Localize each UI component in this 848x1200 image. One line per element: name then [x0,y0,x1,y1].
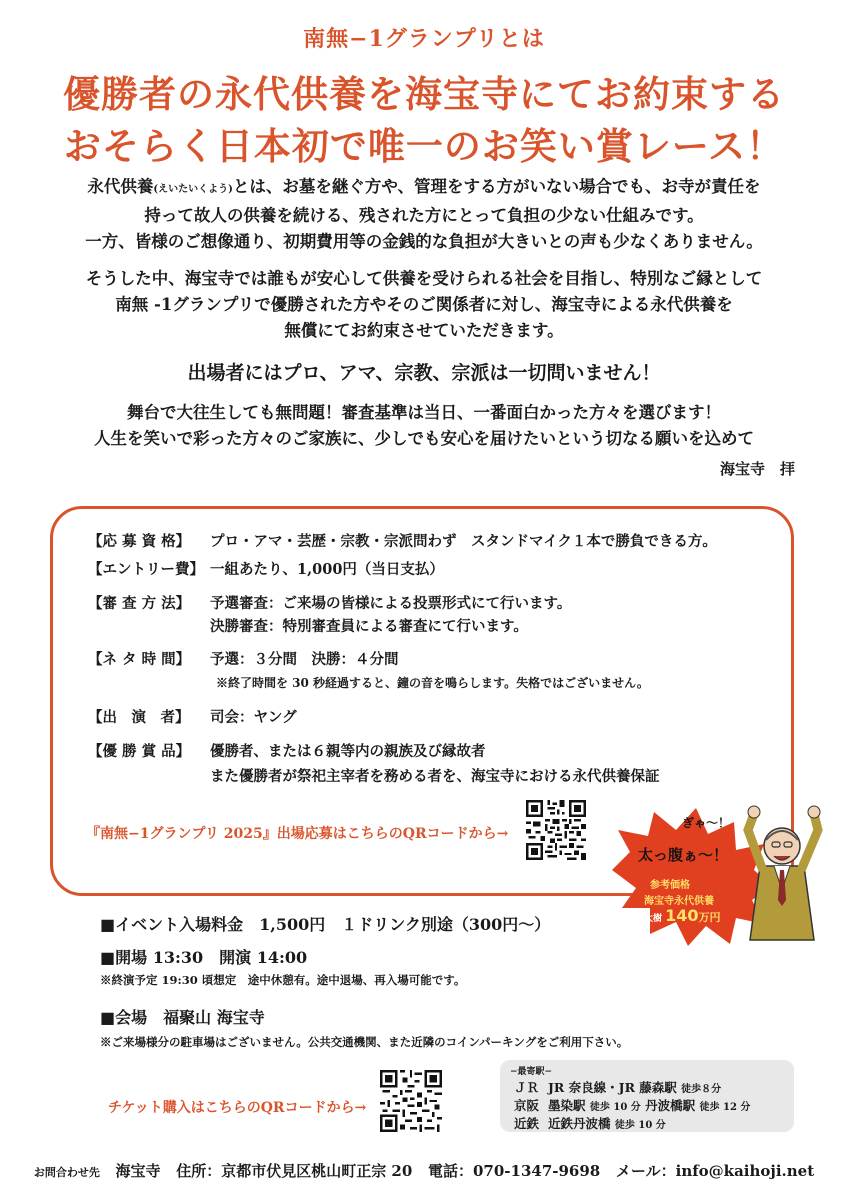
contact-phone[interactable]: 電話：070-1347-9698 [427,1162,601,1180]
intro-paragraph [0,174,848,255]
page-subtitle: 南無−1グランプリとは [303,26,545,52]
contact-name: 海宝寺 [115,1162,161,1180]
badge-ref-label-2: 海宝寺永代供養 [644,896,714,907]
intro2-line-3: 無償にてお約束させていただきます。 [284,321,564,340]
contact-address: 住所：京都市伏見区桃山町正宗 20 [176,1162,413,1180]
intro2-line-2: 南無 -1グランプリで優勝された方やそのご関係者に対し、海宝寺による永代供養を [115,295,733,314]
badge-shout-2: 太っ腹ぁ〜！ [638,846,729,864]
detail-entry-fee: 【エントリー費】 一組あたり、1,000円（当日支払） [88,561,444,578]
detail-prize: 【優 勝 賞 品】 優勝者、または６親等内の親族及び縁故者 [88,743,486,760]
event-time-note: ※終演予定 19:30 頃想定 途中休憩有。途中退場、再入場可能です。 [100,973,466,987]
detail-time-note: ※終了時間を 30 秒経過すると、鐘の音を鳴らします。失格ではございません。 [216,676,649,690]
closing-line-2: 人生を笑いで彩った方々のご家族に、少しでも安心を届けたいという切なる願いを込めて [94,429,754,448]
station-row: 近鉄 近鉄丹波橋 徒歩 10 分 [514,1116,666,1131]
intro2-line-1: そうした中、海宝寺では誰もが安心して供養を受けられる社会を目指し、特別なご縁として [85,269,763,288]
badge-shout-1: ぎゃ〜！ [682,816,731,830]
event-time: ■開場 13:30 開演 14:00 [100,948,308,967]
badge-ref-label: 参考価格 [650,880,690,891]
contact-footer [0,1160,848,1181]
closing-paragraph [0,400,848,452]
promo-badge [604,800,836,950]
nearest-stations-panel [500,1060,794,1132]
intro-line-2: 持って故人の供養を続ける、残された方にとって負担の少ない仕組みです。 [144,206,704,225]
emphasis-line: 出場者にはプロ、アマ、宗教、宗派は一切問いません！ [187,362,661,384]
contact-label: お問合わせ先 [33,1166,100,1179]
detail-cast: 【出 演 者】 司会：ヤング [88,709,297,726]
detail-judging: 【審 査 方 法】 予選審査：ご来場の皆様による投票形式にて行います。 [88,595,572,612]
detail-judging-2: 決勝審査：特別審査員による審査にて行います。 [210,618,528,635]
contact-email[interactable]: メール：info@kaihoji.net [615,1162,815,1180]
event-venue-note: ※ご来場様分の駐車場はございません。公共交通機関、また近隣のコインパーキングをご利用下さい。 [100,1035,629,1049]
station-row: 京阪 墨染駅 徒歩 10 分 丹波橋駅 徒歩 12 分 [514,1098,751,1113]
qr-code-icon [526,800,586,860]
headline-line-1: 優勝者の永代供養を海宝寺にてお約束する [63,72,785,116]
headline-line-2: おそらく日本初で唯一のお笑い賞レース！ [63,124,785,168]
intro2-paragraph [0,266,848,344]
detail-eligibility: 【応 募 資 格】 プロ・アマ・芸歴・宗教・宗派問わず スタンドマイク１本で勝負できる方。 [88,533,717,550]
closing-line-1: 舞台で大往生しても無問題！審査基準は当日、一番面白かった方々を選びます！ [127,403,721,422]
station-row: ＪＲ JR 奈良線・JR 藤森駅 徒歩８分 [514,1080,722,1095]
ruby-reading: (えいたいくよう) [153,184,233,195]
ticket-qr-code[interactable] [380,1070,442,1132]
event-venue: ■会場 福聚山 海宝寺 [100,1008,265,1027]
detail-prize-2: また優勝者が祭祀主宰者を務める者を、海宝寺における永代供養保証 [210,768,660,785]
intro-line-1: 永代供養(えいたいくよう)とは、お墓を継ぐ方や、管理をする方がいない場合でも、お寺が責任を [87,177,761,196]
event-admission: ■イベント入場料金 1,500円 １ドリンク別途（300円〜） [100,915,551,934]
signature: 海宝寺 拝 [720,460,796,478]
badge-price-row: 大樹 140万円 [644,906,721,925]
qr-code-icon [380,1070,442,1132]
detail-time: 【ネ タ 時 間】 予選：３分間 決勝：４分間 [88,651,399,668]
stations-heading: −最寄駅− [510,1067,553,1077]
character-illustration [748,806,820,940]
ticket-qr-text: チケット購入はこちらのQRコードから→ [108,1100,367,1116]
apply-qr-text: 『南無−1グランプリ 2025』出場応募はこちらのQRコードから→ [86,826,509,842]
entry-qr-code[interactable] [526,800,586,860]
intro-line-3: 一方、皆様のご想像通り、初期費用等の金銭的な負担が大きいとの声も少なくありません。 [85,232,763,251]
